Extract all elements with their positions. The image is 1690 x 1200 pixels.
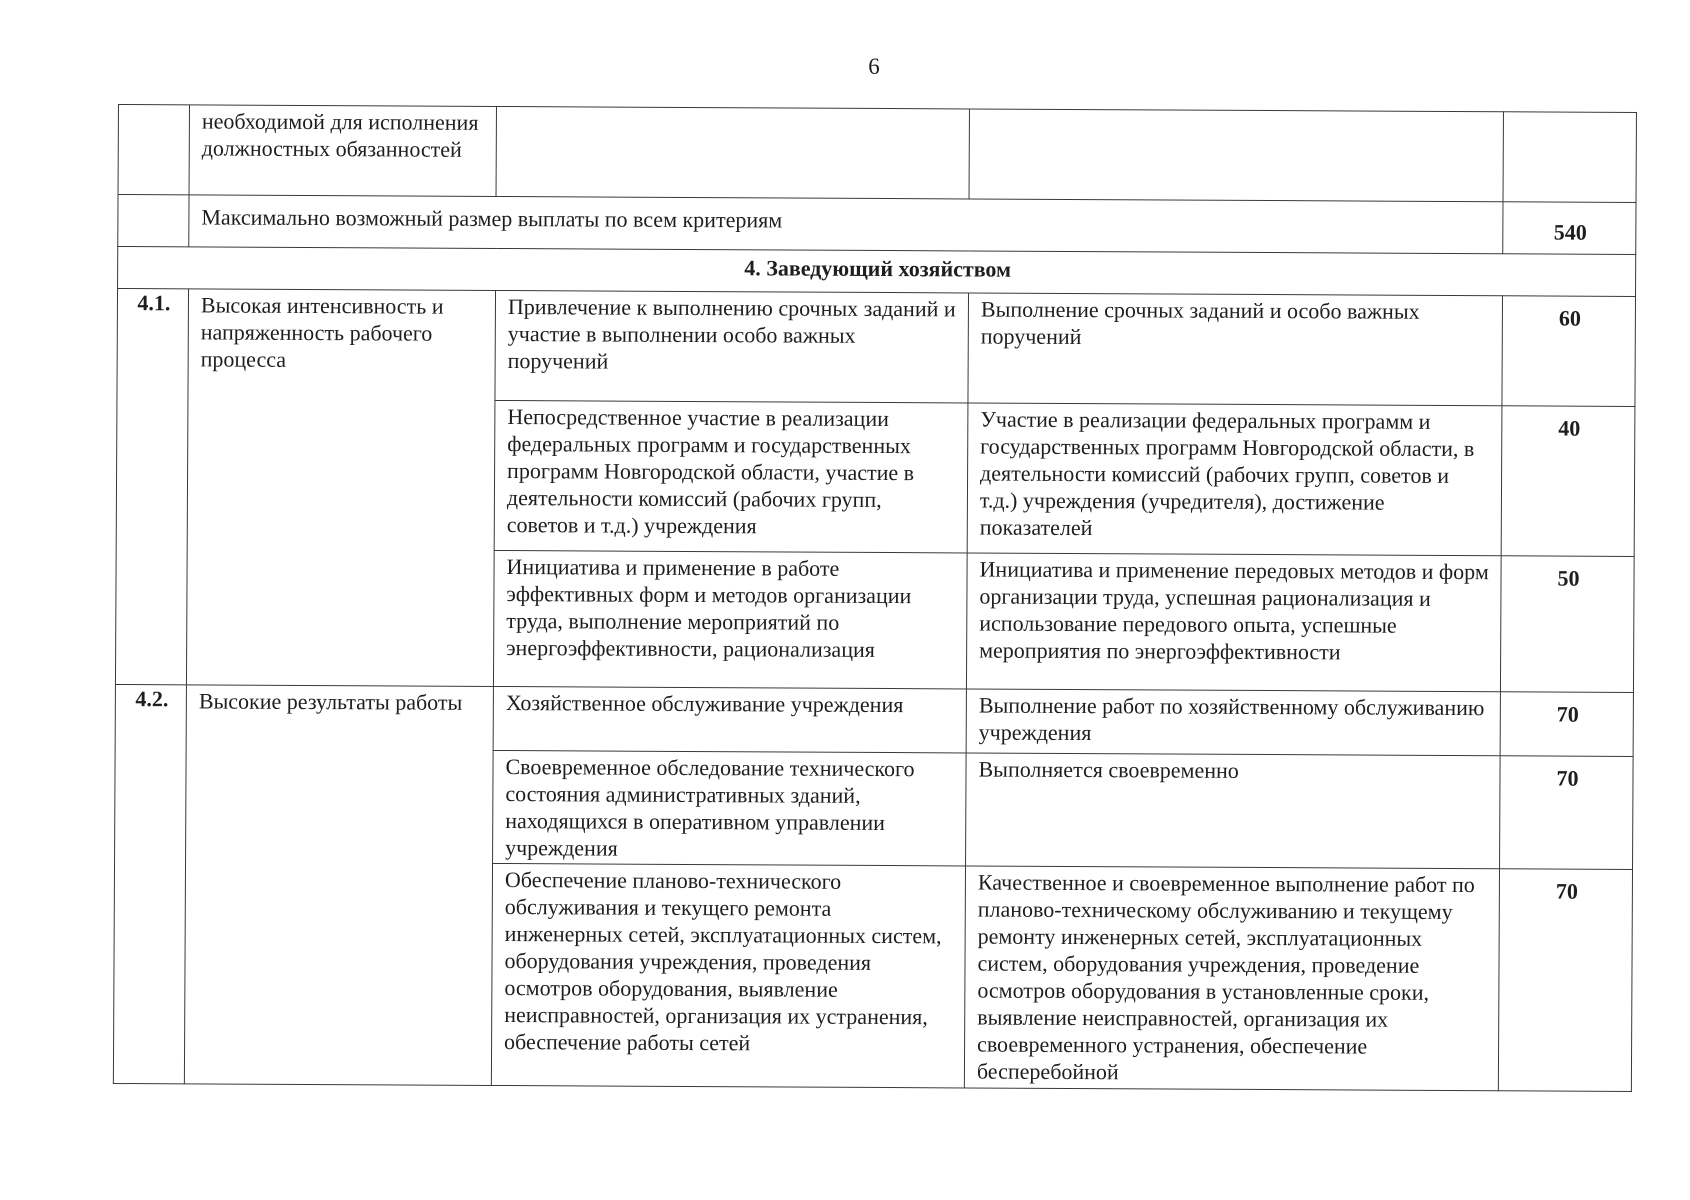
number-cell — [118, 195, 189, 247]
table-row — [117, 289, 1636, 407]
indicator-cell: Качественное и своевременное выполнение работ по планово-техническому обслуживанию и текущему ремонту инженерных сетей, эксплуатационных систем, оборудования учреждения, проведение осмотров оборудования в установленные сроки, выявление неисправностей, организация их своевременного устранения, обеспечение бесперебойной — [964, 866, 1499, 1091]
score-cell: 50 — [1500, 556, 1634, 693]
indicator-cell: Выполнение срочных заданий и особо важных поручений — [968, 293, 1503, 406]
score-cell: 70 — [1500, 756, 1634, 870]
page-number: 6 — [868, 54, 880, 79]
indicator-cell: Выполняется своевременно — [966, 753, 1501, 869]
table-row — [118, 105, 1636, 203]
condition-cell — [496, 106, 969, 198]
score-cell: 60 — [1502, 296, 1636, 407]
indicator-cell — [969, 109, 1503, 202]
condition-cell: Привлечение к выполнению срочных заданий и участие в выполнении особо важных поручений — [495, 290, 969, 402]
condition-cell: Инициатива и применение в работе эффективных форм и методов организации труда, выполнение мероприятий по энергоэффективности, рационализация — [493, 550, 967, 688]
condition-cell: Своевременное обследование технического состояния административных зданий, находящихся в оперативном управлении учреждения — [493, 750, 967, 865]
item-number: 4.1. — [115, 289, 188, 685]
section-title: 4. Заведующий хозяйством — [118, 247, 1636, 297]
indicator-cell: Выполнение работ по хозяйственному обслуживанию учреждения — [966, 689, 1500, 756]
criterion-cell: Высокая интенсивность и напряженность рабочего процесса — [186, 289, 495, 687]
criteria-table — [113, 104, 1637, 1092]
condition-cell: Обеспечение планово-технического обслуживания и текущего ремонта инженерных сетей, эксплуатационных систем, оборудования учреждения, проведения осмотров оборудования, выявление неисправностей, организация их устранения, обеспечение работы сетей — [491, 863, 965, 1087]
max-payment-label: Максимально возможный размер выплаты по всем критериям — [189, 195, 1503, 254]
criterion-cell: Высокие результаты работы — [184, 685, 493, 1086]
criterion-cell: необходимой для исполнения должностных обязанностей — [189, 105, 496, 197]
item-number: 4.2. — [113, 684, 186, 1083]
max-payment-row — [118, 195, 1636, 255]
score-cell: 70 — [1498, 869, 1632, 1092]
indicator-cell: Участие в реализации федеральных программ и государственных программ Новгородской области, в деятельности комиссий (рабочих групп, советов и т.д.) учреждения (учредителя), достижение показателей — [967, 403, 1502, 556]
score-cell — [1503, 112, 1636, 203]
max-payment-value: 540 — [1503, 202, 1636, 255]
condition-cell: Хозяйственное обслуживание учреждения — [493, 686, 966, 752]
number-cell — [118, 105, 189, 195]
indicator-cell: Инициатива и применение передовых методов и форм организации труда, успешная рационализация и использование передового опыта, успешные мероприятия по энергоэффективности — [966, 553, 1501, 692]
table-row — [115, 684, 1633, 756]
score-cell: 40 — [1501, 406, 1635, 557]
condition-cell: Непосредственное участие в реализации федеральных программ и государственных программ Новгородской области, участие в деятельности комиссий (рабочих групп, советов и т.д.) учреждения — [494, 400, 968, 552]
score-cell: 70 — [1500, 692, 1633, 757]
